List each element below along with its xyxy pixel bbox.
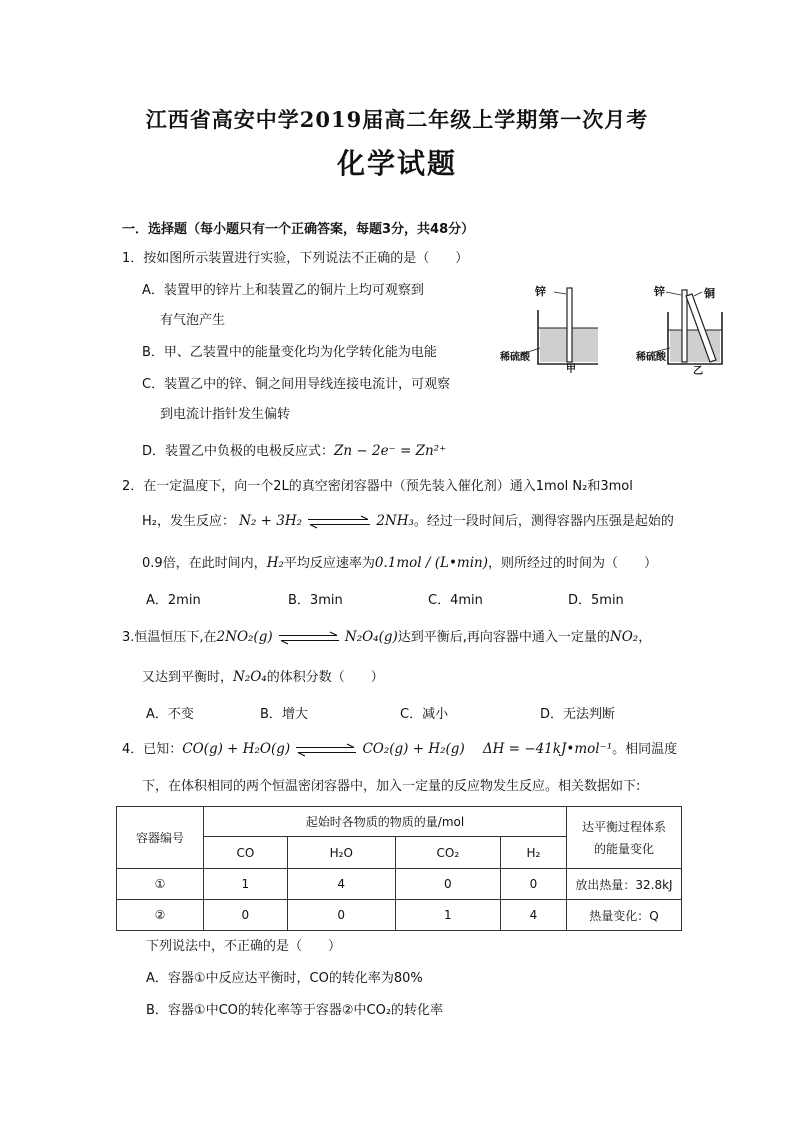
q2-equation-left: N₂ + 3H₂ — [239, 513, 303, 529]
table-cell: 4 — [287, 869, 395, 900]
q3-equation-left: 2NO₂(g) — [216, 629, 273, 645]
q3-n2o4-symbol: N₂O₄ — [233, 669, 267, 685]
yi-copper-label: 铜 — [704, 287, 715, 300]
table-cell: 1 — [204, 869, 288, 900]
section-heading: 一．选择题（每小题只有一个正确答案，每题3分，共48分） — [122, 222, 475, 237]
table-header-group: 起始时各物质的物质的量/mol — [204, 807, 567, 837]
table-cell-id: ② — [117, 900, 204, 931]
table-header-energy-line1: 达平衡过程体系 — [581, 819, 666, 834]
table-subheader-co2: CO₂ — [395, 837, 500, 869]
yi-zinc-label: 锌 — [654, 285, 665, 298]
q1-option-b: B．甲、乙装置中的能量变化均为化学转化能为电能 — [142, 345, 437, 360]
q3-option-c: C．减小 — [400, 707, 449, 722]
yi-acid-label: 稀硫酸 — [636, 352, 666, 363]
table-row — [117, 900, 682, 931]
q4-line1-text-b: 。相同温度 — [612, 742, 678, 757]
q2-line3-text-a: 0.9倍，在此时间内， — [142, 556, 267, 571]
table-subheader-h2: H₂ — [500, 837, 566, 869]
q4-equation-right: CO₂(g) + H₂(g) — [362, 741, 465, 757]
q4-line2: 下，在体积相同的两个恒温密闭容器中，加入一定量的反应物发生反应。相关数据如下: — [142, 779, 641, 794]
q1-option-d — [142, 442, 446, 461]
q2-line2 — [142, 512, 674, 531]
q3-line2-text-b: 的体积分数（ ） — [266, 670, 384, 685]
yi-name-label: 乙 — [693, 366, 703, 377]
yi-zinc-strip — [682, 290, 687, 362]
table-header-energy-line2: 的能量变化 — [593, 841, 654, 856]
q1-option-d-label: D．装置乙中负极的电极反应式： — [142, 444, 335, 459]
q2-line3-text-c: ，则所经过的时间为（ ） — [488, 556, 658, 571]
q2-rate: 0.1mol / (L•min) — [374, 555, 489, 571]
table-cell: 1 — [395, 900, 500, 931]
q2-option-d: D．5min — [568, 593, 624, 608]
q2-option-a: A．2min — [146, 593, 201, 608]
q2-line1: 2．在一定温度下，向一个2L的真空密闭容器中（预先装入催化剂）通入1mol N₂和3mol — [122, 479, 633, 494]
table-cell-id: ① — [117, 869, 204, 900]
yi-zinc-pointer — [666, 292, 681, 295]
table-cell-energy: 热量变化：Q — [567, 900, 682, 931]
q3-line2 — [142, 668, 384, 687]
q2-line2-text-a: H₂，发生反应： — [142, 514, 235, 529]
jia-acid-label: 稀硫酸 — [500, 352, 530, 363]
q1-option-c-line1: C．装置乙中的锌、铜之间用导线连接电流计，可观察 — [142, 377, 451, 392]
jia-zinc-pointer — [554, 292, 566, 294]
table-cell-energy: 放出热量：32.8kJ — [567, 869, 682, 900]
q2-line3-text-b: 平均反应速率为 — [283, 556, 375, 571]
table-cell: 0 — [395, 869, 500, 900]
q4-after-table: 下列说法中，不正确的是（ ） — [146, 939, 342, 954]
q3-line1 — [122, 628, 651, 647]
q2-line2-text-b: 。经过一段时间后，测得容器内压强是起始的 — [413, 514, 674, 529]
q1-option-a-line1: A．装置甲的锌片上和装置乙的铜片上均可观察到 — [142, 283, 424, 298]
table-cell: 0 — [500, 869, 566, 900]
q4-data-table — [116, 806, 682, 931]
q3-option-a: A．不变 — [146, 707, 194, 722]
q4-option-a: A．容器①中反应达平衡时，CO的转化率为80% — [146, 971, 423, 986]
table-row — [117, 869, 682, 900]
q4-enthalpy: ΔH = −41kJ•mol⁻¹ — [482, 741, 613, 757]
q3-line1-text-a: 3.恒温恒压下,在 — [122, 630, 217, 645]
q2-line3 — [142, 554, 657, 573]
q2-option-b: B．3min — [288, 593, 343, 608]
table-header-container-id: 容器编号 — [117, 807, 204, 869]
table-cell: 4 — [500, 900, 566, 931]
q4-option-b: B．容器①中CO的转化率等于容器②中CO₂的转化率 — [146, 1003, 444, 1018]
q3-option-b: B．增大 — [260, 707, 308, 722]
q4-line1-text-a: 4．已知： — [122, 742, 183, 757]
jia-name-label: 甲 — [566, 364, 576, 375]
table-subheader-co: CO — [204, 837, 288, 869]
yi-copper-pointer — [694, 292, 702, 296]
q3-line2-text-a: 又达到平衡时， — [142, 670, 234, 685]
table-cell: 0 — [204, 900, 288, 931]
equilibrium-arrow-icon — [294, 743, 358, 757]
q3-equation-right: N₂O₄(g) — [344, 629, 398, 645]
q3-line1-text-b: 达到平衡后,再向容器中通入一定量的 — [397, 630, 610, 645]
q2-equation-right: 2NH₃ — [376, 513, 414, 529]
table-cell: 0 — [287, 900, 395, 931]
equilibrium-arrow-icon — [306, 515, 372, 529]
q4-line1 — [122, 740, 677, 759]
q1-option-a-line2: 有气泡产生 — [160, 313, 226, 328]
jia-zinc-label: 锌 — [535, 285, 546, 298]
q3-line1-text-c: ， — [638, 630, 652, 645]
q1-option-c-line2: 到电流计指针发生偏转 — [160, 407, 291, 422]
q2-option-c: C．4min — [428, 593, 483, 608]
q2-h2-symbol: H₂ — [266, 555, 284, 571]
exam-title: 江西省高安中学2019届高二年级上学期第一次月考 — [145, 107, 649, 132]
subject-title: 化学试题 — [336, 147, 457, 180]
q3-option-d: D．无法判断 — [540, 707, 616, 722]
q4-equation-left: CO(g) + H₂O(g) — [182, 741, 291, 757]
table-header-energy — [567, 807, 682, 869]
equilibrium-arrow-icon — [277, 631, 341, 645]
q1-stem: 1．按如图所示装置进行实验，下列说法不正确的是（ ） — [122, 251, 469, 266]
jia-zinc-strip — [567, 288, 572, 362]
q1-option-d-equation: Zn − 2e⁻ = Zn²⁺ — [334, 443, 447, 459]
q3-no2-symbol: NO₂ — [609, 629, 639, 645]
table-subheader-h2o: H₂O — [287, 837, 395, 869]
